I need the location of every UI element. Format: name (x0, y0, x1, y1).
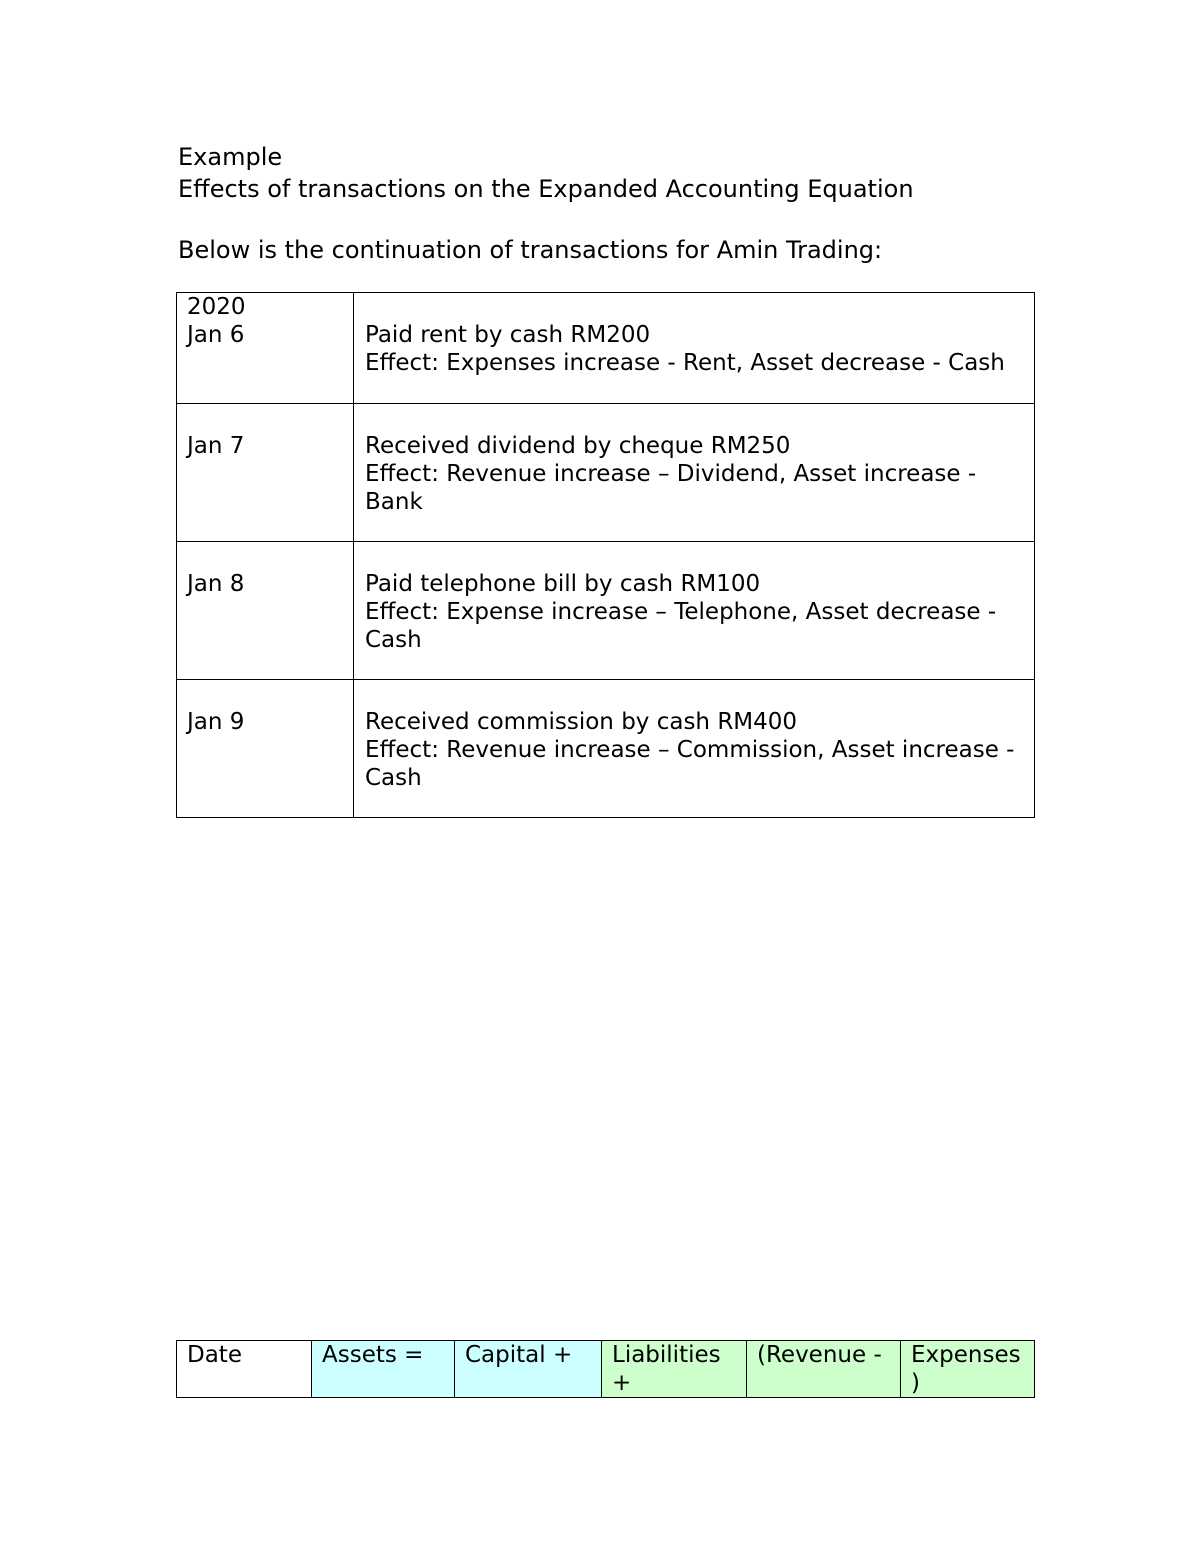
date-cell (177, 680, 354, 818)
table-row (177, 542, 1035, 680)
header-liabilities: Liabilities + (602, 1341, 747, 1398)
transaction-description: Received commission by cash RM400 (365, 709, 798, 735)
intro-text: Below is the continuation of transactions for Amin Trading: (178, 236, 883, 264)
description-cell (354, 404, 1035, 542)
transaction-description: Received dividend by cheque RM250 (365, 433, 791, 459)
date-label: Jan 8 (187, 571, 245, 597)
transaction-effect: Effect: Expense increase – Telephone, Asset decrease - Cash (365, 599, 1004, 653)
header-expenses: Expenses ) (901, 1341, 1035, 1398)
document-title: Effects of transactions on the Expanded Accounting Equation (178, 175, 914, 203)
header-revenue: (Revenue - (747, 1341, 901, 1398)
date-cell (177, 542, 354, 680)
header-date: Date (177, 1341, 312, 1398)
equation-header-row (177, 1341, 1035, 1398)
table-row (177, 404, 1035, 542)
transactions-table (176, 292, 1035, 818)
document-label: Example (178, 143, 283, 171)
equation-table (176, 1340, 1035, 1398)
transaction-effect: Effect: Revenue increase – Commission, Asset increase - Cash (365, 737, 1022, 791)
header-assets: Assets = (312, 1341, 455, 1398)
table-row (177, 293, 1035, 404)
year-label: 2020 (187, 294, 246, 320)
transaction-description: Paid rent by cash RM200 (365, 322, 651, 348)
date-label: Jan 7 (187, 433, 245, 459)
date-label: Jan 6 (187, 322, 245, 348)
header-capital: Capital + (455, 1341, 602, 1398)
transaction-effect: Effect: Revenue increase – Dividend, Asset increase - Bank (365, 461, 984, 515)
transaction-description: Paid telephone bill by cash RM100 (365, 571, 761, 597)
date-label: Jan 9 (187, 709, 245, 735)
description-cell (354, 542, 1035, 680)
description-cell (354, 293, 1035, 404)
description-cell (354, 680, 1035, 818)
date-cell (177, 404, 354, 542)
transaction-effect: Effect: Expenses increase - Rent, Asset decrease - Cash (365, 350, 1005, 376)
date-cell (177, 293, 354, 404)
table-row (177, 680, 1035, 818)
